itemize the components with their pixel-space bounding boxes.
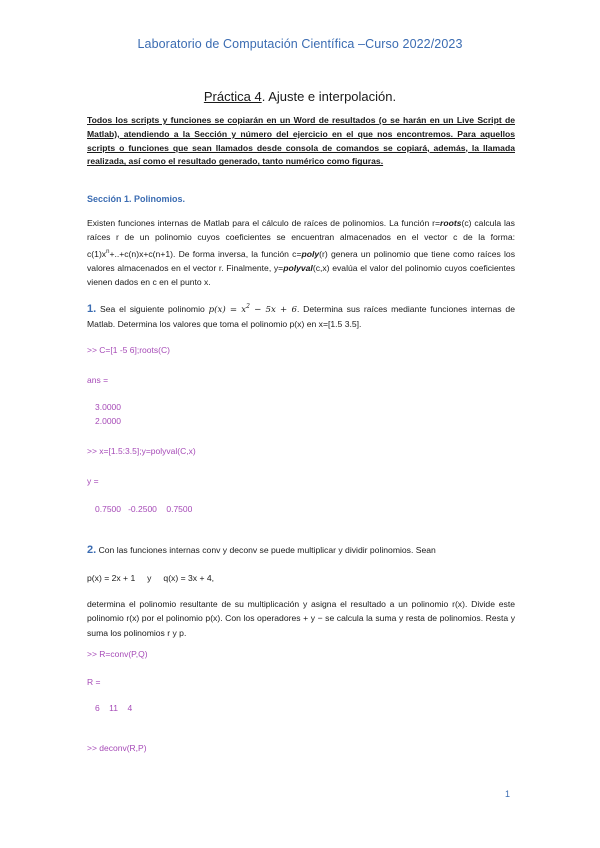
practice-title: . Ajuste e interpolación. [261, 89, 397, 104]
section-intro-paragraph: Existen funciones internas de Matlab para el cálculo de raíces de polinomios. La función r=roots(c) calcula las raíces r de un polinomio cuyos coeficientes se encuentran almacenados en el vector c de la forma: $c(1)x^n+..+c(n)x+c(n+1)$. De forma inversa, la función c=poly(r) genera un polinomio que tiene como raíces los valores almacenados en el vector r. Finalmente, y=polyval(c,x) evalúa el valor del polinomio cuyos coeficientes vienen dados en c en el punto x. [87, 218, 515, 288]
exercise-2-statement: 2. Con las funciones internas conv y deconv se puede multiplicar y dividir polinomios. Sean [87, 544, 436, 556]
ans-label: ans = [87, 375, 109, 385]
ans-value-2: 2.0000 [95, 416, 121, 426]
page-title [0, 89, 600, 104]
command-polyval: >> x=[1.5:3.5];y=polyval(C,x) [87, 446, 196, 456]
command-conv: >> R=conv(P,Q) [87, 649, 148, 659]
y-label: y = [87, 476, 99, 486]
command-deconv: >> deconv(R,P) [87, 743, 147, 753]
course-header: Laboratorio de Computación Científica –Curso 2022/2023 [137, 37, 463, 51]
polyval-function: polyval [283, 263, 313, 274]
r-label: R = [87, 677, 101, 687]
exercise-2-instructions: determina el polinomio resultante de su multiplicación y asigna el resultado a un polinomio r(x). Divide este polinomio r(x) por el polinomio p(x). Con los operadores + y − se calcula la suma y resta de polinomios. Resta y suma los polinomios r y p. [87, 599, 515, 638]
section-heading: Sección 1. Polinomios. [87, 194, 186, 204]
poly-function: poly [301, 248, 320, 259]
practice-number: Práctica 4 [203, 89, 262, 104]
page-number: 1 [505, 789, 511, 799]
exercise-2-number: 2. [87, 544, 97, 556]
y-values: 0.7500 -0.2500 0.7500 [95, 504, 193, 514]
polynomial-definitions: p(x) = 2x + 1 y q(x) = 3x + 4, [87, 573, 215, 583]
intro-instructions: Todos los scripts y funciones se copiarán en un Word de resultados (o se harán en un Live Script de Matlab), atendiendo a la Sección y número del ejercicio en el que nos encontremos. Para aquellos scripts o funciones que sean llamados desde consola de comandos se copiará, además, la llamada realizada, así como el resultado generado, tanto numérico como figuras. [87, 115, 515, 167]
polynomial-formula: $p(x) = x^2 - 5x + 6$ [208, 303, 297, 315]
command-roots: >> C=[1 -5 6];roots(C) [87, 345, 170, 355]
roots-function: roots [439, 218, 462, 228]
r-values: 6 11 4 [95, 703, 133, 713]
exercise-1-number: 1. [87, 302, 97, 315]
ans-value-1: 3.0000 [95, 402, 121, 412]
exercise-1-statement: 1. Sea el siguiente polinomio $p(x) = x^2 - 5x + 6$. Determina sus raíces mediante funciones internas de Matlab. Determina los valores que toma el polinomio p(x) en x=[1.5 3.5]. [87, 302, 515, 330]
